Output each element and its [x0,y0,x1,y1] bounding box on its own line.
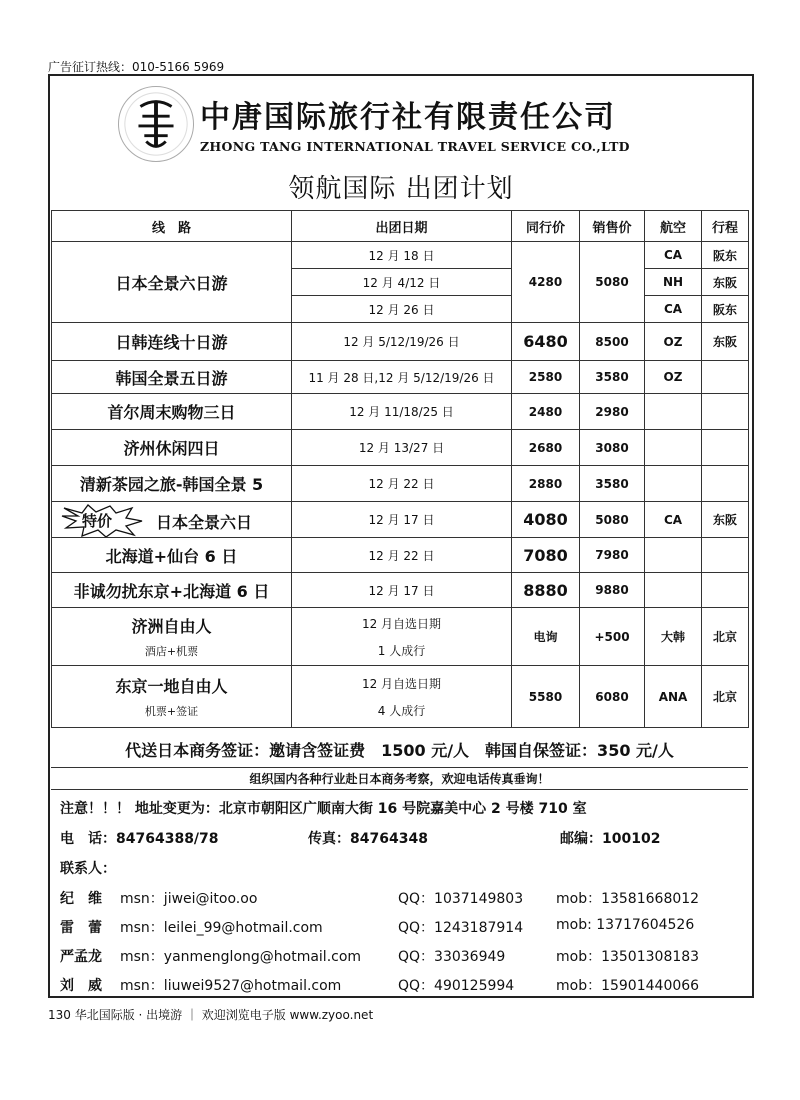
sale-price-cell: 6080 [580,666,645,728]
date-cell: 12 月 4/12 日 [292,269,512,296]
peer-price-cell: 4080 [512,502,580,538]
table-row [52,538,749,573]
route-cell-promo [52,502,292,538]
table-row-promo [52,502,749,538]
itinerary-cell: 东阪 [702,269,749,296]
table-row [52,666,749,728]
contact-msn: msn：liuwei9527@hotmail.com [120,978,342,994]
airline-cell [645,538,702,573]
peer-price-cell: 5580 [512,666,580,728]
itinerary-cell: 北京 [702,608,749,666]
route-cell [52,608,292,666]
itinerary-cell [702,394,749,430]
contact-qq: QQ：1037149803 [398,891,524,907]
fax-number: 传真：84764348 [308,831,428,847]
header-airline: 航空 [645,211,702,242]
sale-price-cell: 9880 [580,573,645,608]
promo-badge: 特价 [82,512,113,530]
free-route-title: 东京一地自由人 [115,677,228,696]
visa-service-line: 代送日本商务签证：邀请含签证费 1500 元/人 韩国自保签证：350 元/人 [51,734,748,768]
sale-price-cell: +500 [580,608,645,666]
itinerary-cell: 东阪 [702,323,749,361]
date-cell: 12 月 18 日 [292,242,512,269]
airline-cell [645,573,702,608]
itinerary-cell: 阪东 [702,242,749,269]
itinerary-cell: 阪东 [702,296,749,323]
route-cell: 北海道+仙台 6 日 [52,538,292,573]
header-peer-price: 同行价 [512,211,580,242]
peer-price-cell: 2880 [512,466,580,502]
airline-cell [645,394,702,430]
plan-title: 领航国际 出团计划 [288,174,514,204]
address-notice: 注意！！！ 地址变更为：北京市朝阳区广顺南大街 16 号院嘉美中心 2 号楼 710 室 [60,801,587,817]
itinerary-cell [702,538,749,573]
table-row [52,573,749,608]
sale-price-cell: 5080 [580,502,645,538]
ad-hotline: 广告征订热线：010-5166 5969 [48,60,225,74]
date-cell: 12 月 5/12/19/26 日 [292,323,512,361]
peer-price-cell: 7080 [512,538,580,573]
date-cell: 12 月 11/18/25 日 [292,394,512,430]
contact-name: 纪 维 [60,891,102,907]
airline-cell [645,430,702,466]
contact-msn: msn：yanmenglong@hotmail.com [120,949,362,965]
contact-name: 雷 蕾 [60,920,102,936]
company-logo [118,86,194,162]
itinerary-cell [702,430,749,466]
promo-route: 日本全景六日 [156,513,253,532]
free-route-sub: 酒店+机票 [144,645,199,658]
airline-cell: ANA [645,666,702,728]
airline-cell: CA [645,502,702,538]
contacts-label: 联系人： [60,861,116,877]
header-route: 线 路 [52,211,292,242]
peer-price-cell: 4280 [512,242,580,323]
route-cell: 非诚勿扰东京+北海道 6 日 [52,573,292,608]
itinerary-cell: 东阪 [702,502,749,538]
contact-mob: mob：15901440066 [556,978,700,994]
header-date: 出团日期 [292,211,512,242]
date-cell: 12 月 22 日 [292,538,512,573]
airline-cell: CA [645,296,702,323]
table-row [52,466,749,502]
date-cell: 12 月 17 日 [292,502,512,538]
route-cell: 韩国全景五日游 [52,361,292,394]
phone-number: 电 话：84764388/78 [60,831,219,847]
header-itinerary: 行程 [702,211,749,242]
table-row [52,608,749,666]
route-cell: 日本全景六日游 [52,242,292,323]
sale-price-cell: 8500 [580,323,645,361]
date-cell: 12 月 26 日 [292,296,512,323]
date-line-1: 12 月自选日期 [361,676,442,691]
date-cell: 12 月 22 日 [292,466,512,502]
peer-price-cell: 8880 [512,573,580,608]
contact-qq: QQ：33036949 [398,949,506,965]
page-footer: 130 华北国际版 · 出境游 ｜ 欢迎浏览电子版 www.zyoo.net [48,1008,374,1022]
date-line-1: 12 月自选日期 [361,616,442,631]
tour-schedule-table [51,210,749,728]
table-row [52,323,749,361]
free-route-title: 济洲自由人 [131,617,212,636]
contact-qq: QQ：490125994 [398,978,515,994]
peer-price-cell: 电询 [512,608,580,666]
sale-price-cell: 7980 [580,538,645,573]
date-cell: 12 月 17 日 [292,573,512,608]
itinerary-cell [702,466,749,502]
date-cell: 12 月 13/27 日 [292,430,512,466]
airline-cell: OZ [645,323,702,361]
airline-cell: CA [645,242,702,269]
sale-price-cell: 3080 [580,430,645,466]
table-header-row [52,211,749,242]
route-cell [52,666,292,728]
contact-mob: mob：13581668012 [556,891,700,907]
date-line-2: 1 人成行 [377,643,426,658]
contact-mob: mob: 13717604526 [556,917,695,933]
header-sale-price: 销售价 [580,211,645,242]
contact-mob: mob：13501308183 [556,949,700,965]
airline-cell: 大韩 [645,608,702,666]
contact-msn: msn：jiwei@itoo.oo [120,891,258,907]
contact-msn: msn：leilei_99@hotmail.com [120,920,323,936]
airline-cell: NH [645,269,702,296]
company-name-cn: 中唐国际旅行社有限责任公司 [200,100,616,135]
peer-price-cell: 2580 [512,361,580,394]
sale-price-cell: 2980 [580,394,645,430]
table-row [52,430,749,466]
contact-name: 刘 威 [60,978,102,994]
date-line-2: 4 人成行 [377,703,426,718]
company-name-en: ZHONG TANG INTERNATIONAL TRAVEL SERVICE CO.,LTD [200,139,630,154]
peer-price-cell: 2480 [512,394,580,430]
table-row [52,361,749,394]
date-cell: 11 月 28 日,12 月 5/12/19/26 日 [292,361,512,394]
airline-cell: OZ [645,361,702,394]
itinerary-cell: 北京 [702,666,749,728]
route-cell: 日韩连线十日游 [52,323,292,361]
table-row [52,242,749,269]
contact-qq: QQ：1243187914 [398,920,524,936]
peer-price-cell: 6480 [512,323,580,361]
peer-price-cell: 2680 [512,430,580,466]
date-cell [292,608,512,666]
sale-price-cell: 3580 [580,361,645,394]
table-row [52,394,749,430]
sale-price-cell: 3580 [580,466,645,502]
airline-cell [645,466,702,502]
contact-name: 严孟龙 [60,949,102,965]
itinerary-cell [702,573,749,608]
zip-code: 邮编：100102 [560,831,661,847]
sale-price-cell: 5080 [580,242,645,323]
route-cell: 首尔周末购物三日 [52,394,292,430]
free-route-sub: 机票+签证 [144,705,199,718]
itinerary-cell [702,361,749,394]
business-tour-line: 组织国内各种行业赴日本商务考察，欢迎电话传真垂询！ [51,768,748,790]
route-cell: 济州休闲四日 [52,430,292,466]
route-cell: 清新茶园之旅-韩国全景 5 [52,466,292,502]
date-cell [292,666,512,728]
